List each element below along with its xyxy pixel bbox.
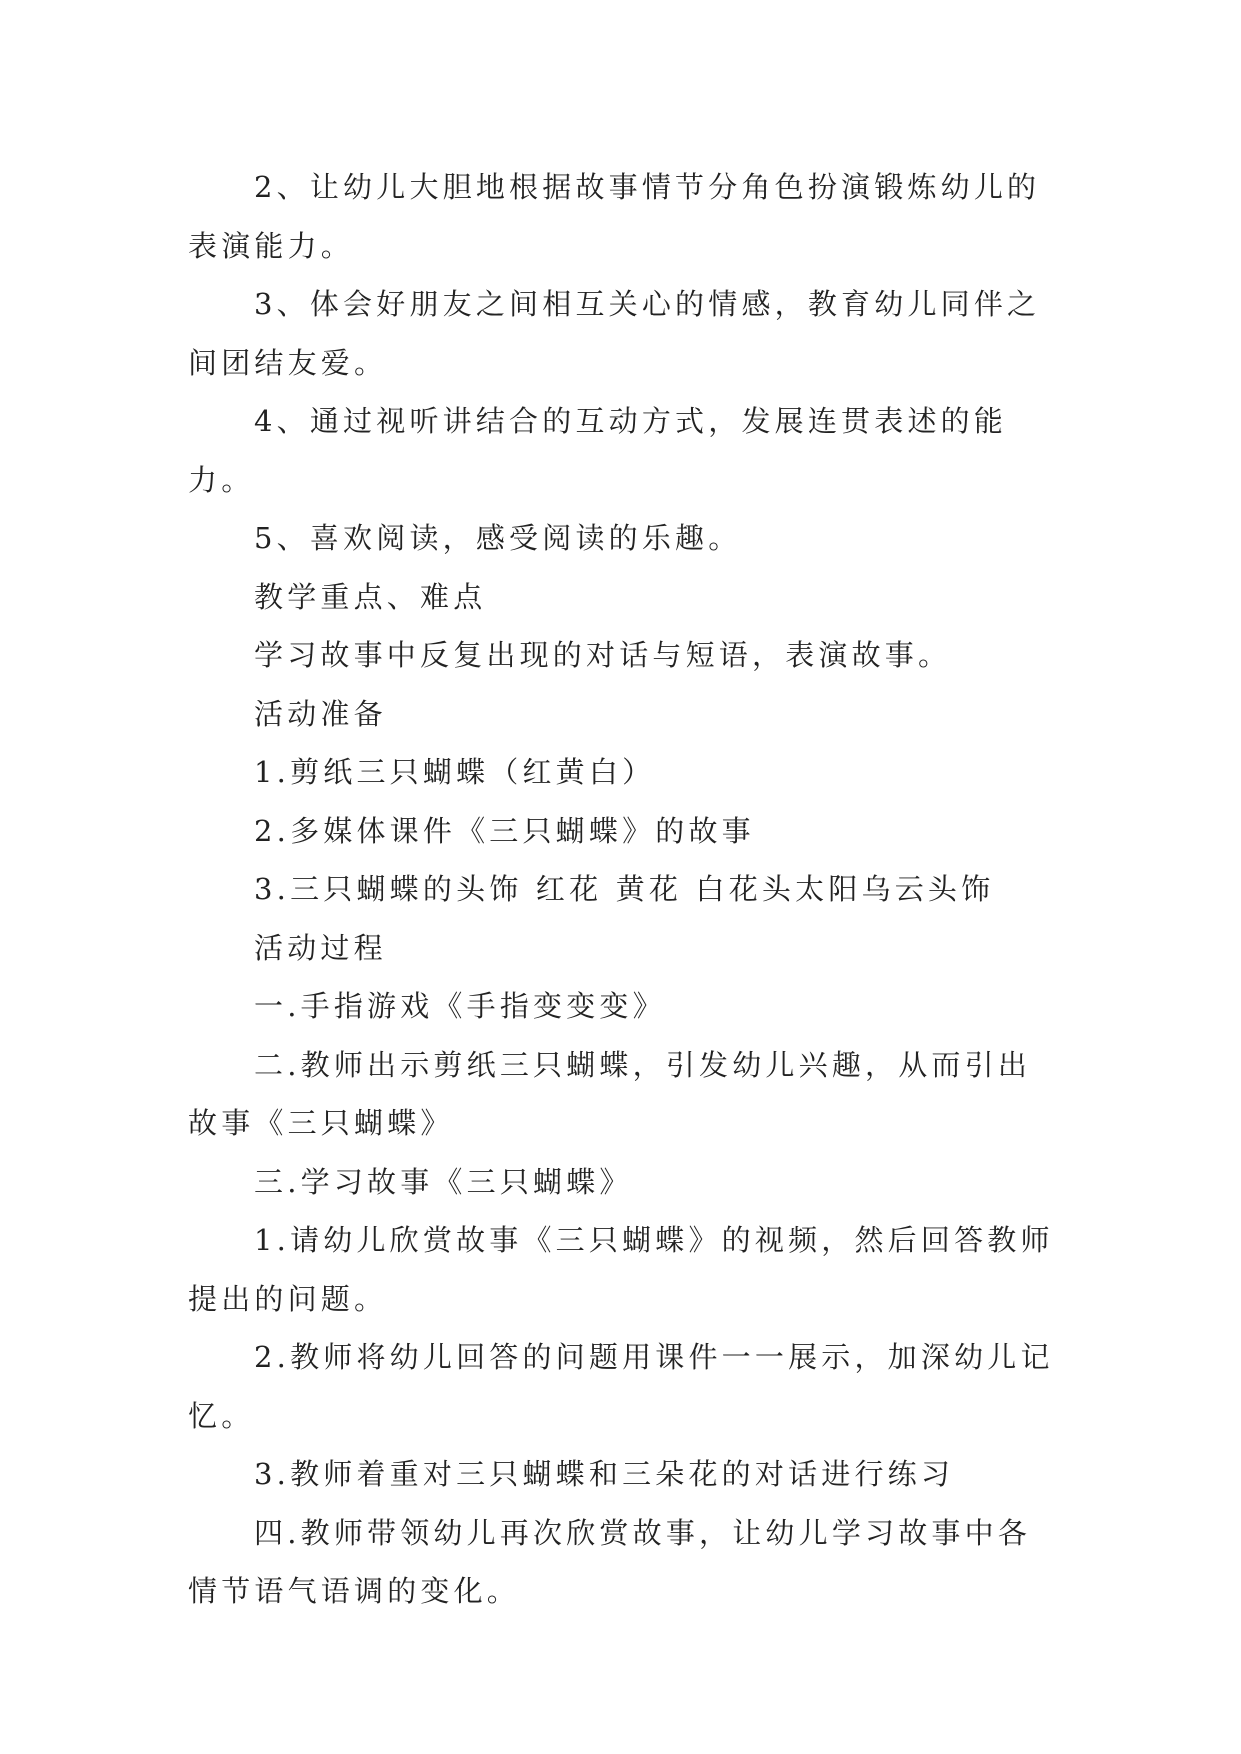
heading-process: 活动过程 [254, 930, 387, 965]
heading-preparation: 活动准备 [254, 696, 387, 731]
paragraph-preparation-3: 3.三只蝴蝶的头饰 红花 黄花 白花头太阳乌云头饰 [254, 872, 995, 906]
paragraph-goal-3: 3、体会好朋友之间相互关心的情感，教育幼儿同伴之间团结友爱。 [188, 287, 1041, 380]
paragraph-process-3-3: 3.教师着重对三只蝴蝶和三朵花的对话进行练习 [254, 1457, 955, 1491]
paragraph-process-3: 三.学习故事《三只蝴蝶》 [254, 1164, 633, 1199]
paragraph-process-3-2: 2.教师将幼儿回答的问题用课件一一展示，加深幼儿记忆。 [188, 1340, 1054, 1433]
paragraph-preparation-1: 1.剪纸三只蝴蝶（红黄白） [254, 755, 656, 789]
paragraph-key-points: 学习故事中反复出现的对话与短语，表演故事。 [254, 638, 952, 672]
paragraph-process-1: 一.手指游戏《手指变变变》 [254, 989, 666, 1023]
paragraph-process-4: 四.教师带领幼儿再次欣赏故事，让幼儿学习故事中各情节语气语调的变化。 [188, 1515, 1032, 1608]
paragraph-goal-5: 5、喜欢阅读，感受阅读的乐趣。 [254, 521, 742, 555]
heading-key-points: 教学重点、难点 [254, 579, 487, 614]
paragraph-preparation-2: 2.多媒体课件《三只蝴蝶》的故事 [254, 813, 755, 848]
paragraph-goal-2: 2、让幼儿大胆地根据故事情节分角色扮演锻炼幼儿的表演能力。 [188, 170, 1041, 263]
paragraph-process-2: 二.教师出示剪纸三只蝴蝶，引发幼儿兴趣，从而引出故事《三只蝴蝶》 [188, 1047, 1032, 1140]
document-body [188, 158, 1058, 1621]
paragraph-process-3-1: 1.请幼儿欣赏故事《三只蝴蝶》的视频，然后回答教师提出的问题。 [188, 1223, 1054, 1316]
paragraph-goal-4: 4、通过视听讲结合的互动方式，发展连贯表述的能力。 [188, 404, 1008, 497]
